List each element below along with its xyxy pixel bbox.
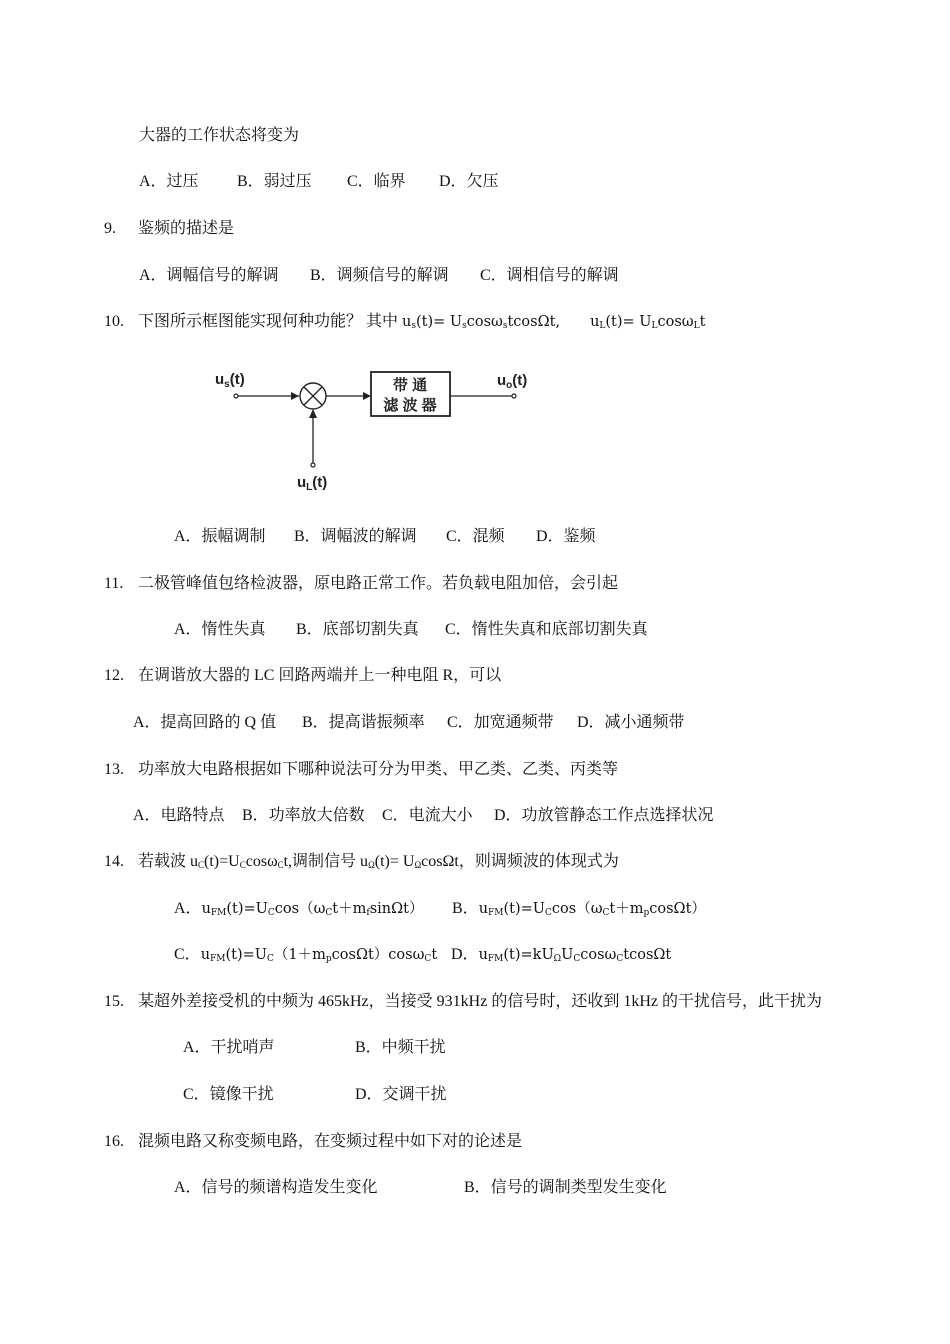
filter-label-line2: 滤 波 器 bbox=[383, 397, 437, 414]
q10-options bbox=[174, 527, 596, 547]
formula-us: $u_s(t)= U_s\cos\omega_stcos\Omega t$, bbox=[402, 314, 561, 331]
question-text: 功率放大电路根据如下哪种说法可分为甲类、甲乙类、乙类、丙类等 bbox=[138, 761, 619, 778]
q8-option-c: C．临界 bbox=[347, 173, 406, 190]
q15-options-cd bbox=[183, 1085, 447, 1105]
q9-options bbox=[139, 266, 619, 286]
input-terminal bbox=[234, 394, 238, 398]
question-number: 14. bbox=[104, 853, 124, 870]
q13-option-c: C．电流大小 bbox=[382, 807, 473, 824]
formula: $u_{FM}(t)=kU_\Omega U_C\cos\omega_Ctcos\Omega t$ bbox=[478, 947, 672, 964]
formula: $u_{FM}(t)=U_C\cos(\omega_Ct+m_f\sin\Omega t)$ bbox=[201, 901, 424, 918]
q12-option-a: A．提高回路的 Q 值 bbox=[133, 714, 277, 731]
filter-input-arrow-icon bbox=[363, 392, 371, 400]
input-arrow-icon bbox=[291, 392, 299, 400]
q10-option-b: B．调幅波的解调 bbox=[294, 528, 417, 545]
filter-label-line1: 带 通 bbox=[392, 377, 428, 394]
question-14 bbox=[104, 852, 619, 875]
q14-option-c: C．$u_{FM}(t)=U_C(1+m_p\cos\Omega t)\cos\omega_Ct$ bbox=[174, 946, 438, 964]
q15-option-c: C．镜像干扰 bbox=[183, 1086, 274, 1103]
question-number: 9. bbox=[104, 220, 116, 237]
q11-option-a: A．惰性失真 bbox=[174, 621, 266, 638]
q16-options bbox=[174, 1178, 667, 1198]
formula: $u_{FM}(t)=U_C(1+m_p\cos\Omega t)\cos\omega_Ct$ bbox=[200, 947, 438, 964]
question-12 bbox=[104, 666, 501, 686]
formula-ul: $u_L(t)= U_L\cos\omega_Lt$ bbox=[590, 314, 706, 331]
question-text: 某超外差接受机的中频为 465kHz，当接受 931kHz 的信号时，还收到 1kHz 的干扰信号，此干扰为 bbox=[138, 993, 822, 1010]
q11-option-c: C．惰性失真和底部切割失真 bbox=[445, 621, 648, 638]
q13-options bbox=[133, 806, 714, 826]
q8-option-b: B．弱过压 bbox=[237, 173, 312, 190]
question-text: 鉴频的描述是 bbox=[138, 220, 235, 237]
q8-continuation: 大器的工作状态将变为 bbox=[139, 127, 300, 144]
q16-option-b: B．信号的调制类型发生变化 bbox=[464, 1179, 667, 1196]
q11-options bbox=[174, 620, 648, 640]
question-number: 15. bbox=[104, 993, 124, 1010]
q14-option-b: B．$u_{FM}(t)=U_C\cos(\omega_Ct+m_p\cos\Omega t)$ bbox=[452, 900, 706, 918]
q9-option-b: B．调频信号的解调 bbox=[310, 267, 449, 284]
question-number: 13. bbox=[104, 761, 124, 778]
q14-options-cd bbox=[174, 945, 671, 969]
q16-option-a: A．信号的频谱构造发生变化 bbox=[174, 1179, 378, 1196]
q10-option-d: D．鉴频 bbox=[536, 528, 596, 545]
q12-option-c: C．加宽通频带 bbox=[447, 714, 554, 731]
question-15 bbox=[104, 992, 822, 1012]
question-13 bbox=[104, 760, 618, 780]
q14-option-d: D．$u_{FM}(t)=kU_\Omega U_C\cos\omega_Ctcos\Omega t$ bbox=[451, 946, 672, 964]
q11-option-b: B．底部切割失真 bbox=[296, 621, 419, 638]
multiplier-icon bbox=[300, 383, 326, 409]
q9-option-c: C．调相信号的解调 bbox=[480, 267, 619, 284]
q12-options bbox=[133, 713, 685, 733]
output-label: $u_o(t)$ bbox=[497, 372, 528, 391]
output-terminal bbox=[512, 394, 516, 398]
question-11 bbox=[104, 574, 618, 594]
q8-option-d: D．欠压 bbox=[439, 173, 499, 190]
q14-option-a: A．$u_{FM}(t)=U_C\cos(\omega_Ct+m_f\sin\Omega t)$ bbox=[174, 900, 424, 918]
question-text: 二极管峰值包络检波器，原电路正常工作。若负载电阻加倍，会引起 bbox=[138, 575, 619, 592]
question-text: 在调谐放大器的 LC 回路两端并上一种电阻 R，可以 bbox=[138, 667, 502, 684]
q13-option-d: D．功放管静态工作点选择状况 bbox=[494, 807, 714, 824]
lo-label: $u_L(t)$ bbox=[297, 474, 328, 493]
formula: $u_{FM}(t)=U_C\cos(\omega_Ct+m_p\cos\Omega t)$ bbox=[478, 901, 706, 918]
input-label: $u_s(t)$ bbox=[215, 371, 245, 390]
q15-option-d: D．交调干扰 bbox=[355, 1086, 447, 1103]
q12-option-d: D．减小通频带 bbox=[577, 714, 685, 731]
q15-option-b: B．中频干扰 bbox=[355, 1039, 446, 1056]
q10-option-c: C．混频 bbox=[446, 528, 505, 545]
q9-option-a: A．调幅信号的解调 bbox=[139, 267, 279, 284]
question-number: 16. bbox=[104, 1133, 124, 1150]
q15-option-a: A．干扰哨声 bbox=[183, 1039, 275, 1056]
question-text: 若载波 $u_C(t)=U_C\cos\omega_Ct$,调制信号 $u_\Omega(t)= U_\Omega\cos\Omega t$，则调频波的体现式为 bbox=[138, 853, 619, 870]
q13-option-a: A．电路特点 bbox=[133, 807, 225, 824]
question-9 bbox=[104, 219, 234, 239]
question-16 bbox=[104, 1132, 522, 1152]
question-number: 11. bbox=[104, 575, 124, 592]
mixer-block-diagram bbox=[205, 360, 545, 500]
lo-arrow-icon bbox=[309, 409, 317, 418]
q8-options bbox=[139, 172, 499, 192]
q10-option-a: A．振幅调制 bbox=[174, 528, 266, 545]
question-text: 下图所示框图能实现何种功能？ 其中 bbox=[138, 313, 403, 330]
question-number: 12. bbox=[104, 667, 124, 684]
question-10 bbox=[104, 312, 705, 336]
q12-option-b: B．提高谐振频率 bbox=[302, 714, 425, 731]
q8-option-a: A．过压 bbox=[139, 173, 199, 190]
q15-options-ab bbox=[183, 1038, 446, 1058]
question-text: 混频电路又称变频电路，在变频过程中如下对的论述是 bbox=[138, 1133, 523, 1150]
lo-terminal bbox=[311, 463, 315, 467]
q13-option-b: B．功率放大倍数 bbox=[242, 807, 365, 824]
q14-options-ab bbox=[174, 899, 706, 923]
question-number: 10. bbox=[104, 313, 124, 330]
